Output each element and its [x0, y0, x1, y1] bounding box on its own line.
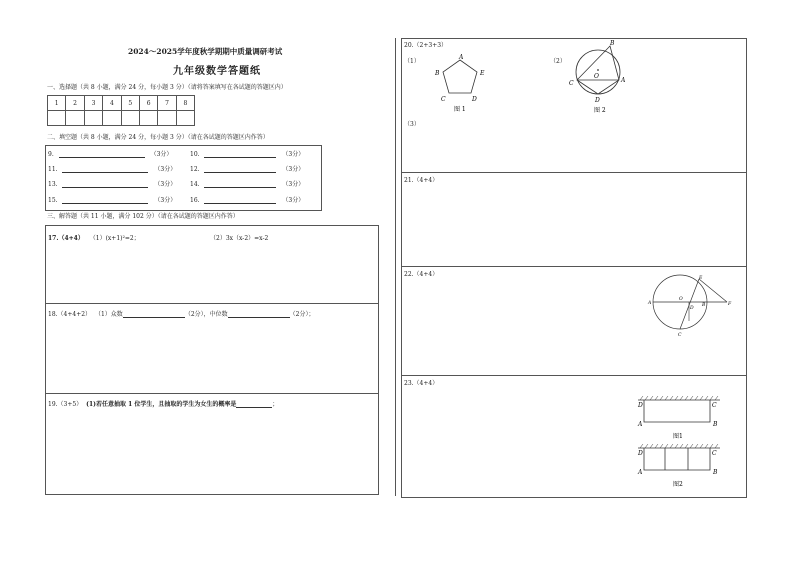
- wall-hatch: [640, 396, 718, 400]
- section1-heading: 一、选择题（共 8 小题，满分 24 分，每小题 3 分）（请将答案填写在各试题的答题区内）: [47, 84, 287, 91]
- point-label: O: [679, 297, 683, 302]
- mc-answer-cell[interactable]: [121, 111, 139, 126]
- center-point: [597, 69, 599, 71]
- fill-item-13: [48, 181, 176, 188]
- answer-blank[interactable]: [62, 197, 148, 204]
- chord-ec: [680, 279, 699, 329]
- divider: [401, 266, 747, 267]
- figure-caption: 图 2: [594, 107, 606, 114]
- mc-answer-cell[interactable]: [139, 111, 157, 126]
- circle-shape: [576, 50, 620, 94]
- mc-number: 7: [158, 96, 176, 111]
- fence-rect: [644, 448, 710, 470]
- point-label: F: [728, 302, 732, 307]
- point-label: C: [712, 450, 717, 457]
- q18-label: 18.（4+4+2）: [48, 311, 92, 318]
- answer-blank[interactable]: [62, 166, 148, 173]
- q18-area[interactable]: [48, 311, 314, 318]
- section2-heading: 二、填空题（共 8 小题，满分 24 分，每小题 3 分）（请在各试题的答题区内作答）: [47, 134, 269, 141]
- item-number: 15.: [48, 197, 58, 204]
- circle-label: D: [595, 97, 600, 104]
- pentagon-label: B: [435, 70, 440, 77]
- fill-item-15: [48, 197, 176, 204]
- fill-item-16: [190, 197, 304, 204]
- fence-rect: [644, 400, 710, 422]
- column-divider: [395, 38, 396, 496]
- point-label: A: [638, 469, 643, 476]
- figure-caption: 图2: [673, 481, 683, 488]
- point-label: B: [713, 469, 718, 476]
- point-label: D: [638, 402, 643, 409]
- point-label: A: [638, 421, 643, 428]
- fill-item-9: [48, 151, 172, 158]
- q17-part2: （2）3x（x-2）=x-2: [210, 235, 269, 242]
- exam-title: 2024～2025学年度秋学期期中质量调研考试: [128, 47, 283, 56]
- mc-answer-cell[interactable]: [158, 111, 176, 126]
- q20-part2[interactable]: （2）: [550, 58, 566, 65]
- answer-blank[interactable]: [59, 151, 145, 158]
- q19-end: ；: [272, 401, 279, 408]
- point-label: C: [678, 333, 682, 338]
- pentagon-label: A: [459, 54, 464, 61]
- pentagon-shape: [443, 60, 477, 93]
- answer-sheet-title: 九年级数学答题纸: [173, 66, 261, 77]
- section3-heading: 三、解答题（共 11 小题，满分 102 分）（请在各试题的答题区内作答）: [47, 213, 239, 220]
- pentagon-figure: [430, 50, 494, 112]
- mc-number: 8: [176, 96, 194, 111]
- mc-number: 1: [48, 96, 66, 111]
- item-score: （3分）: [154, 181, 177, 188]
- figure-caption: 图1: [673, 433, 683, 440]
- q19-area[interactable]: [48, 401, 278, 408]
- pentagon-label: C: [441, 96, 446, 103]
- inscribed-circle-figure: [566, 40, 632, 116]
- point-label: B: [702, 303, 706, 308]
- q18-score2: （2分）；: [289, 311, 315, 318]
- pentagon-label: D: [472, 96, 477, 103]
- q17-part1: （1）(x+1)²=2；: [89, 235, 140, 242]
- divider: [401, 172, 747, 173]
- q18-score1: （2分），中位数: [184, 311, 228, 318]
- q19-label: 19.（3+5）: [48, 401, 83, 408]
- answer-blank[interactable]: [204, 166, 276, 173]
- circle-label: C: [569, 80, 574, 87]
- q20-part1[interactable]: （1）: [404, 58, 420, 65]
- divider: [401, 375, 747, 376]
- fill-item-11: [48, 166, 176, 173]
- item-number: 9.: [48, 151, 54, 158]
- fence-figure-2: [634, 440, 726, 492]
- item-number: 13.: [48, 181, 58, 188]
- point-label: E: [699, 276, 703, 281]
- item-score: （3分）: [282, 197, 305, 204]
- mc-answer-cell[interactable]: [66, 111, 84, 126]
- item-score: （3分）: [150, 151, 173, 158]
- fill-item-10: [190, 151, 304, 158]
- answer-blank[interactable]: [204, 197, 276, 204]
- mc-answer-cell[interactable]: [84, 111, 102, 126]
- item-score: （3分）: [154, 166, 177, 173]
- fill-item-14: [190, 181, 304, 188]
- mc-number: 3: [84, 96, 102, 111]
- q22-label[interactable]: 22.（4+4）: [404, 271, 439, 278]
- q17-label: 17.（4+4）: [48, 235, 84, 242]
- tangent-ef: [699, 279, 727, 302]
- answer-blank[interactable]: [204, 151, 276, 158]
- circle-label: O: [594, 73, 599, 80]
- q20-part3[interactable]: （3）: [404, 121, 420, 128]
- pentagon-label: E: [480, 70, 485, 77]
- q20-label: 20.（2+3+3）: [404, 42, 448, 49]
- tangent-circle-figure: [647, 272, 739, 340]
- item-score: （3分）: [282, 151, 305, 158]
- point-label: B: [713, 421, 718, 428]
- item-number: 14.: [190, 181, 200, 188]
- mc-number: 6: [139, 96, 157, 111]
- multiple-choice-grid: [47, 95, 195, 126]
- mc-number: 4: [103, 96, 121, 111]
- probability-blank[interactable]: [236, 401, 272, 408]
- answer-blank[interactable]: [204, 181, 276, 188]
- mc-number: 5: [121, 96, 139, 111]
- wall-hatch: [640, 444, 718, 448]
- mc-answer-cell[interactable]: [103, 111, 121, 126]
- item-number: 12.: [190, 166, 200, 173]
- mc-number: 2: [66, 96, 84, 111]
- answer-blank[interactable]: [62, 181, 148, 188]
- long-answer-box: [45, 225, 379, 495]
- point-label: C: [712, 402, 717, 409]
- q17-area[interactable]: [48, 236, 140, 242]
- fence-figure-1: [634, 392, 726, 442]
- item-number: 16.: [190, 197, 200, 204]
- item-score: （3分）: [282, 166, 305, 173]
- item-number: 11.: [48, 166, 58, 173]
- mode-blank[interactable]: [123, 311, 185, 318]
- q21-label[interactable]: 21.（4+4）: [404, 177, 439, 184]
- mc-answer-cell[interactable]: [176, 111, 194, 126]
- figure-caption: 图 1: [454, 106, 466, 112]
- divider: [45, 393, 379, 394]
- q19-text: (1)若任意抽取 1 位学生，且抽取的学生为女生的概率是: [86, 401, 237, 408]
- median-blank[interactable]: [228, 311, 290, 318]
- circle-label: A: [621, 77, 626, 84]
- item-score: （3分）: [154, 197, 177, 204]
- point-label: A: [648, 301, 652, 306]
- circle-label: B: [610, 40, 615, 47]
- divider: [45, 303, 379, 304]
- q18-part1: （1）众数: [94, 311, 123, 318]
- item-score: （3分）: [282, 181, 305, 188]
- point-label: D: [690, 306, 694, 311]
- q23-label[interactable]: 23.（4+4）: [404, 380, 439, 387]
- item-number: 10.: [190, 151, 200, 158]
- mc-answer-cell[interactable]: [48, 111, 66, 126]
- fill-item-12: [190, 166, 304, 173]
- point-label: D: [638, 450, 643, 457]
